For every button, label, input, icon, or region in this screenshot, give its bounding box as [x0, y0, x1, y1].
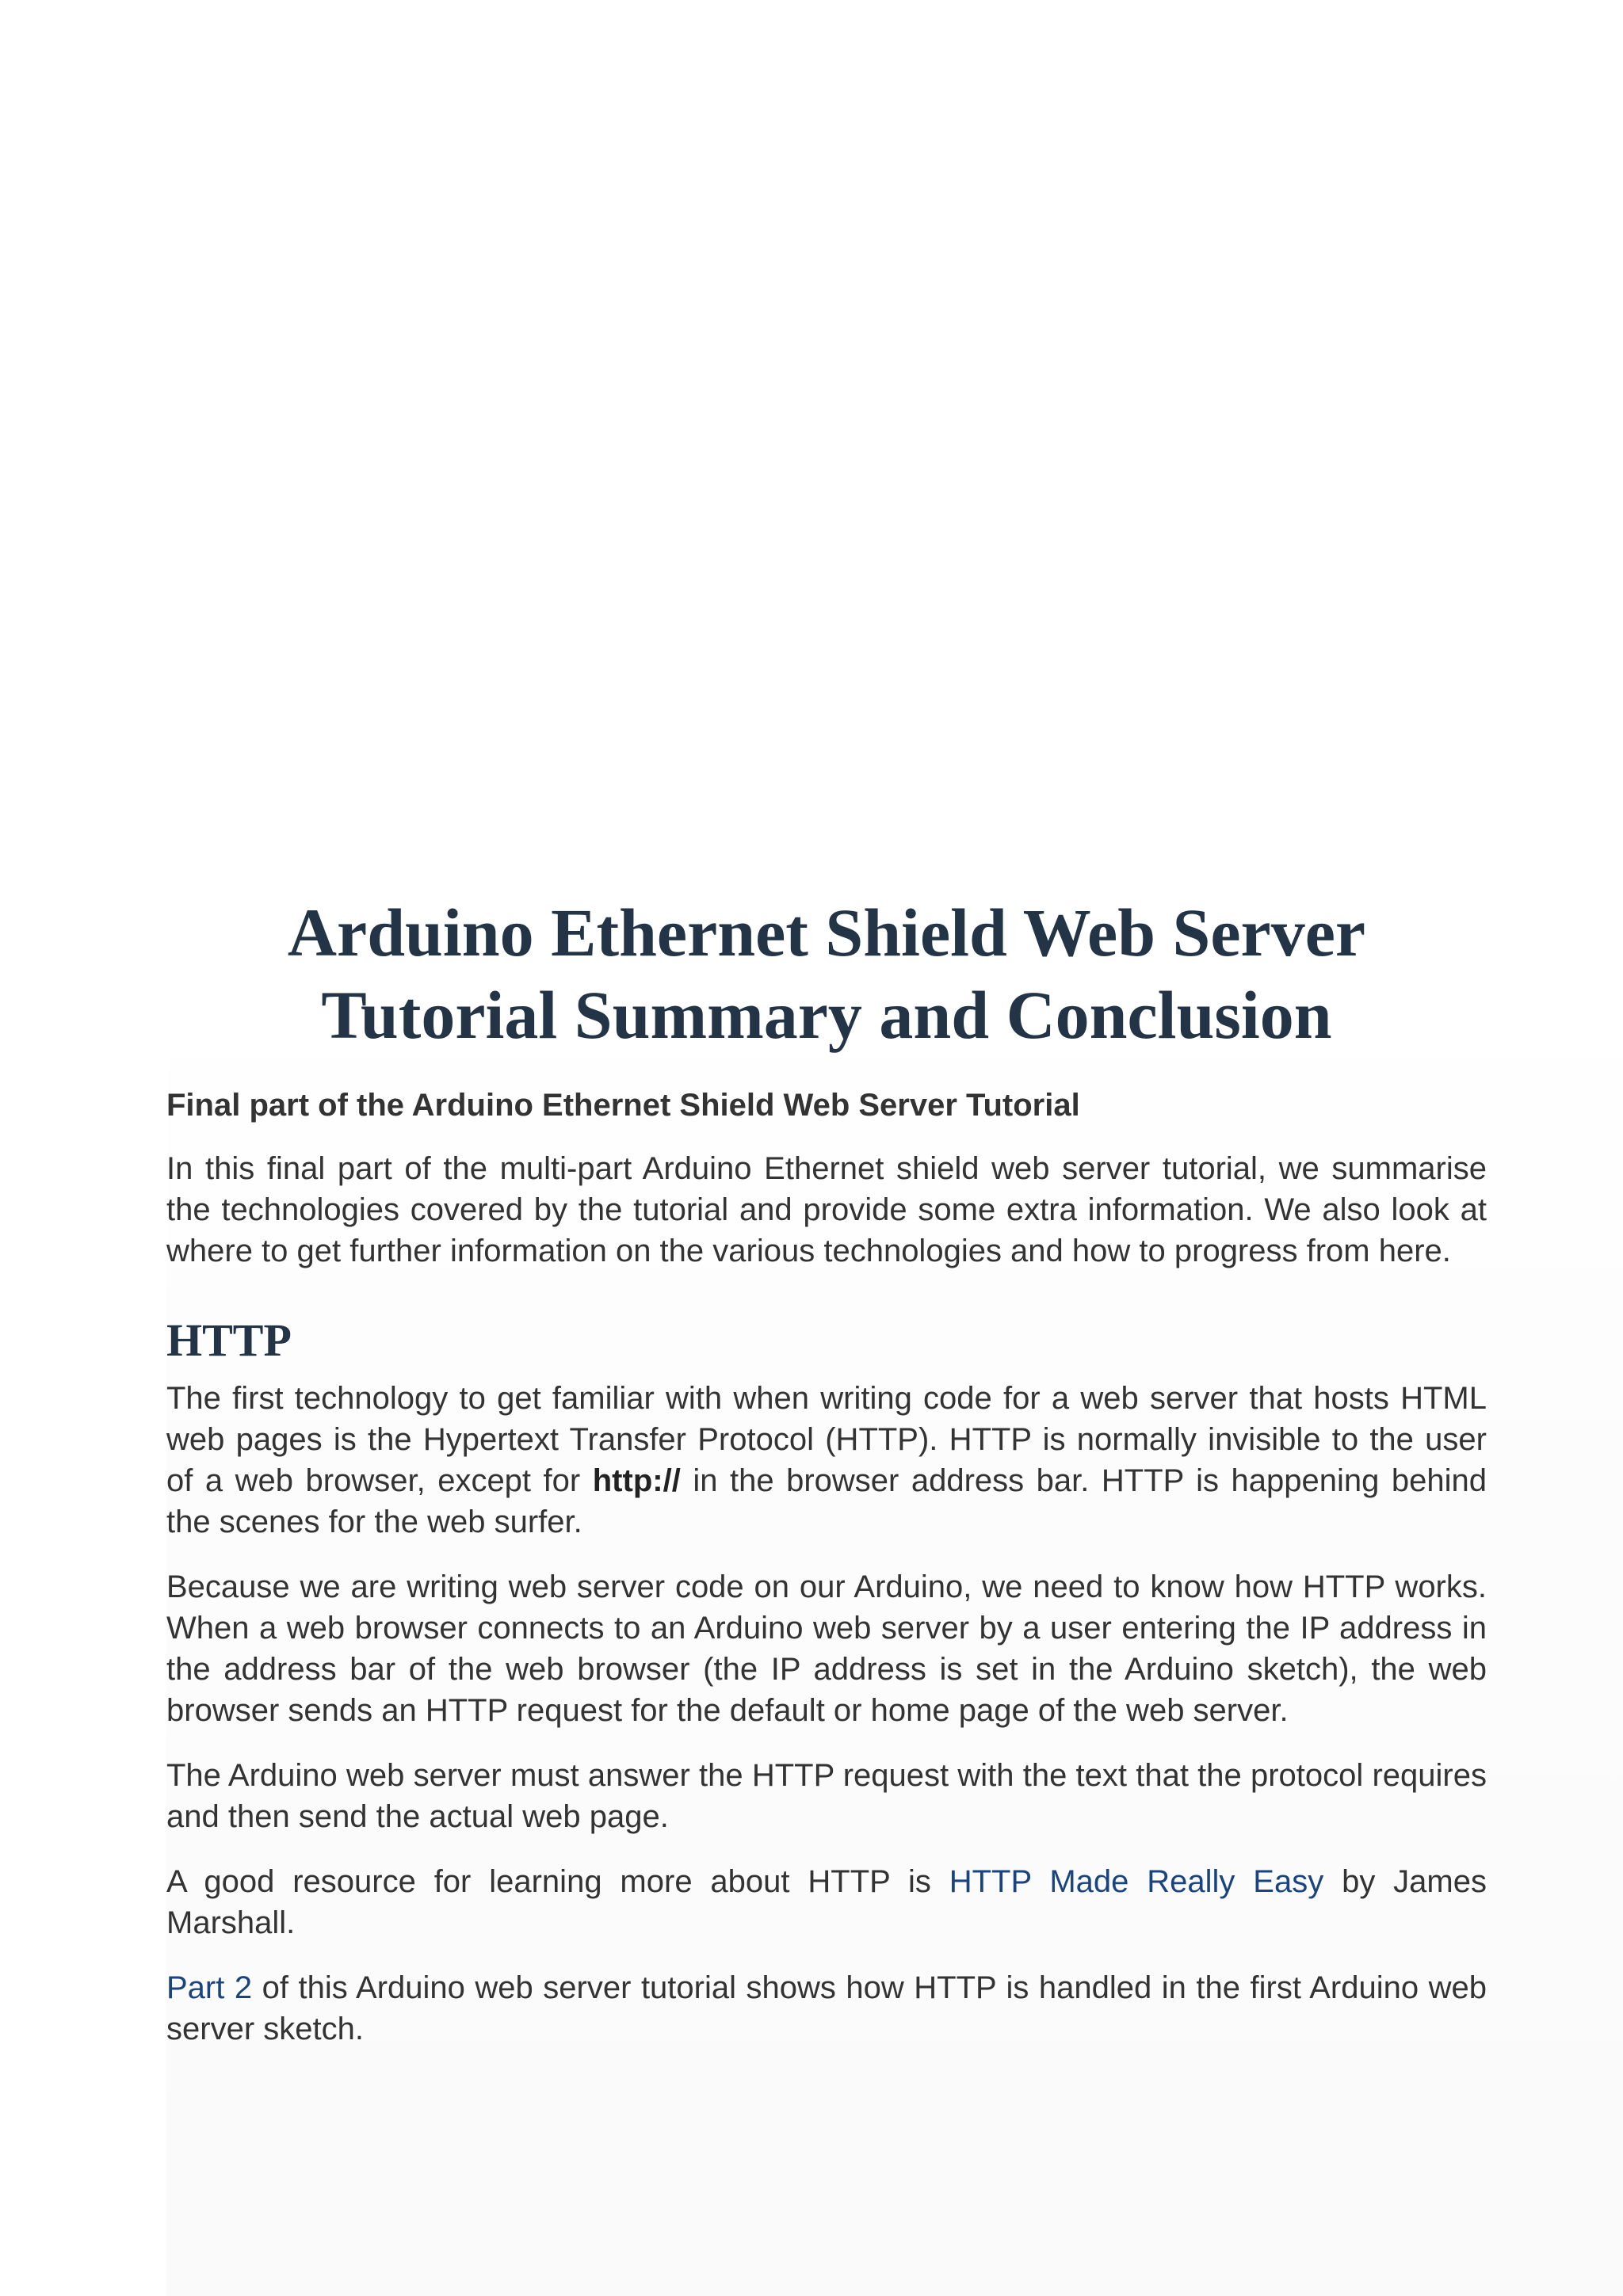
http-paragraph-5: [166, 1967, 1487, 2050]
http-paragraph-4-text-a: A good resource for learning more about HTTP is: [166, 1864, 949, 1899]
http-made-really-easy-link[interactable]: HTTP Made Really Easy: [949, 1864, 1324, 1899]
article-subtitle: Final part of the Arduino Ethernet Shield Web Server Tutorial: [166, 1088, 1080, 1123]
http-paragraph-4: [166, 1861, 1487, 1943]
http-paragraph-1: [166, 1378, 1487, 1543]
http-protocol-bold: http://: [592, 1463, 681, 1498]
http-paragraph-1-text-b: in the browser address bar. HTTP is happening behind the scenes for the web surfer.: [166, 1463, 1487, 1539]
http-paragraph-3: The Arduino web server must answer the HTTP request with the text that the protocol requires and then send the actual web page.: [166, 1758, 1487, 1834]
http-paragraph-4-text-b: by James Marshall.: [166, 1864, 1487, 1940]
http-paragraph-2: Because we are writing web server code on our Arduino, we need to know how HTTP works. When a web browser connects to an Arduino web server by a user entering the IP address in the address bar of the web browser (the IP address is set in the Arduino sketch), the web browser sends an HTTP request for the default or home page of the web server.: [166, 1569, 1487, 1728]
page-title: Arduino Ethernet Shield Web Server Tutorial Summary and Conclusion: [287, 894, 1366, 1053]
part-2-link[interactable]: Part 2: [166, 1970, 253, 2005]
http-paragraph-1-text-a: The first technology to get familiar with when writing code for a web server that hosts HTML web pages is the Hypertext Transfer Protocol (HTTP). HTTP is normally invisible to the user of a web browser, except for: [166, 1381, 1487, 1498]
http-paragraph-5-text: of this Arduino web server tutorial shows how HTTP is handled in the first Arduino web server sketch.: [166, 1970, 1487, 2046]
article-body: [166, 891, 1487, 2050]
intro-paragraph: In this final part of the multi-part Arduino Ethernet shield web server tutorial, we summarise the technologies covered by the tutorial and provide some extra information. We also look at where to get further information on the various technologies and how to progress from here.: [166, 1151, 1487, 1268]
section-heading-http: HTTP: [166, 1314, 292, 1366]
